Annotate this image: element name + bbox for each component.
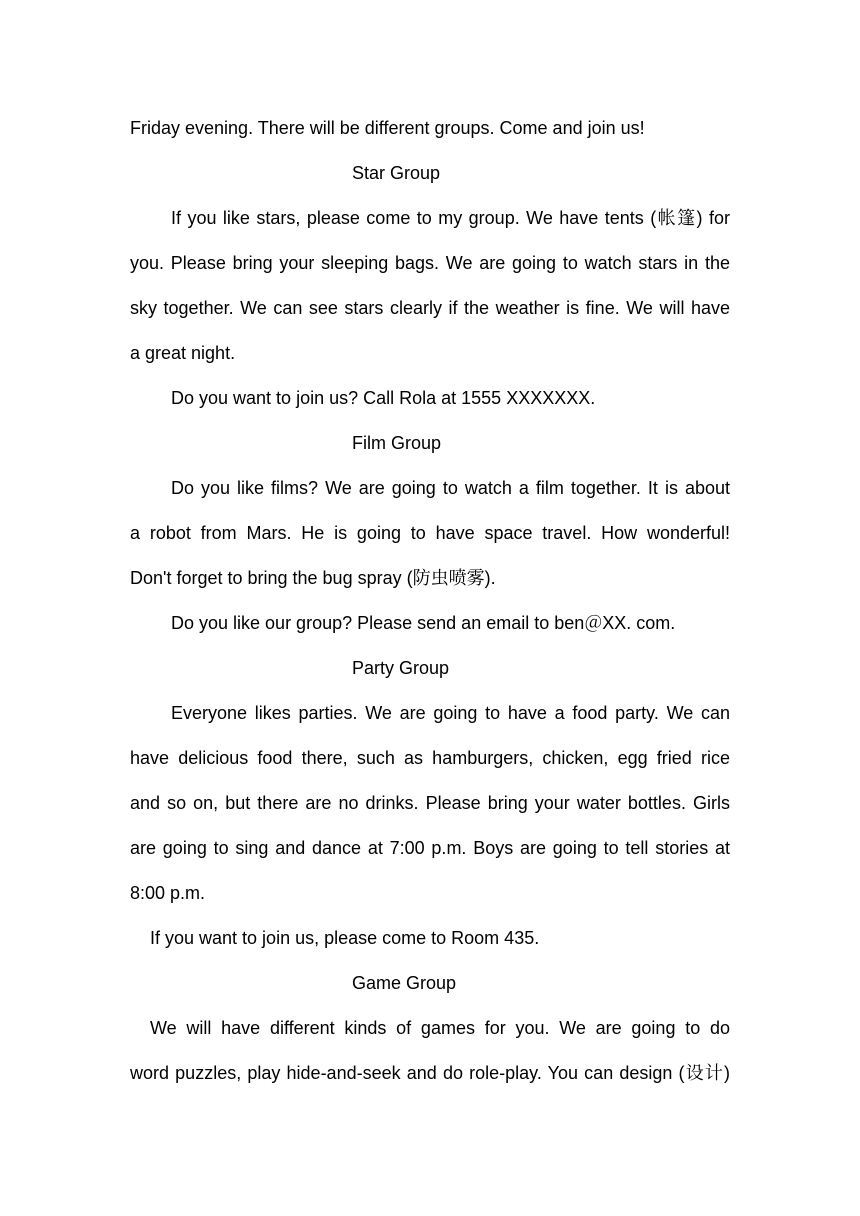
text-line: and so on, but there are no drinks. Please bring your water bottles. Girls: [130, 793, 730, 813]
heading-film-group: Film Group: [352, 433, 442, 453]
text-line: Do you like our group? Please send an email to ben＠XX. com.: [171, 613, 676, 633]
text-line: If you like stars, please come to my group. We have tents (帐篷) for: [171, 208, 730, 228]
text-line: a robot from Mars. He is going to have space travel. How wonderful!: [130, 523, 730, 543]
text-line: Everyone likes parties. We are going to have a food party. We can: [171, 703, 730, 723]
text-line: are going to sing and dance at 7:00 p.m. Boys are going to tell stories at: [130, 838, 730, 858]
text-line: a great night.: [130, 343, 236, 363]
heading-game-group: Game Group: [352, 973, 457, 993]
text-line: We will have different kinds of games for you. We are going to do: [150, 1018, 730, 1038]
text-line: have delicious food there, such as hamburgers, chicken, egg fried rice: [130, 748, 730, 768]
text-line: Don't forget to bring the bug spray (防虫喷雾).: [130, 568, 496, 588]
text-line: Do you like films? We are going to watch a film together. It is about: [171, 478, 730, 498]
text-line: If you want to join us, please come to Room 435.: [150, 928, 540, 948]
text-line: Friday evening. There will be different groups. Come and join us!: [130, 118, 645, 138]
text-line: sky together. We can see stars clearly if the weather is fine. We will have: [130, 298, 730, 318]
text-line: 8:00 p.m.: [130, 883, 206, 903]
heading-party-group: Party Group: [352, 658, 450, 678]
text-line: Do you want to join us? Call Rola at 1555 XXXXXXX.: [171, 388, 596, 408]
text-line: word puzzles, play hide-and-seek and do role-play. You can design (设计): [130, 1063, 730, 1083]
text-line: you. Please bring your sleeping bags. We are going to watch stars in the: [130, 253, 730, 273]
heading-star-group: Star Group: [352, 163, 441, 183]
